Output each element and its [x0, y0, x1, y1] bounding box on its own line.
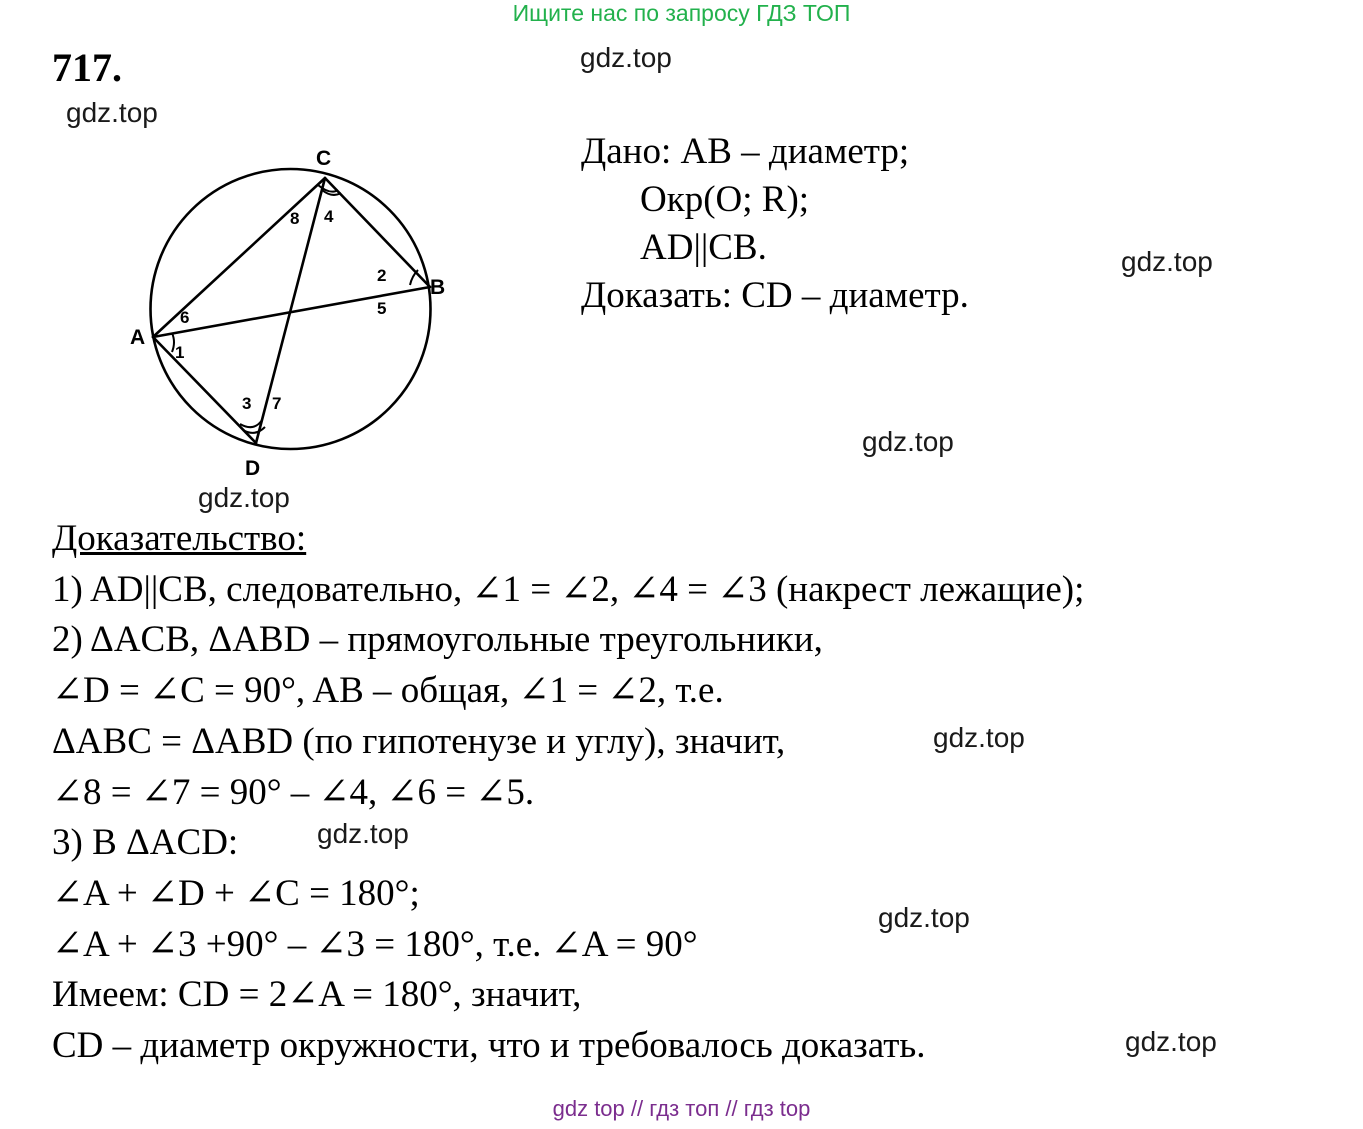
- watermark: gdz.top: [317, 818, 409, 849]
- given-line: Дано: AB – диаметр;: [581, 131, 910, 172]
- proof-line: ∠A + ∠D + ∠C = 180°;: [52, 872, 420, 914]
- proof-line: 2) ΔACB, ΔABD – прямоугольные треугольники,: [52, 619, 823, 661]
- watermark: gdz.top: [1121, 246, 1213, 277]
- proof-line: ∠D = ∠C = 90°, AB – общая, ∠1 = ∠2, т.е.: [52, 670, 724, 712]
- given-line: AD||CB.: [640, 227, 767, 268]
- segment-ac: [153, 178, 325, 337]
- proof-line: ∠8 = ∠7 = 90° – ∠4, ∠6 = ∠5.: [52, 771, 535, 813]
- watermark: gdz.top: [1125, 1026, 1217, 1057]
- watermark: gdz.top: [933, 722, 1025, 753]
- watermark: gdz.top: [580, 42, 672, 73]
- proof-line: 1) AD||CB, следовательно, ∠1 = ∠2, ∠4 = ∠3 (накрест лежащие);: [52, 568, 1085, 610]
- watermark: gdz.top: [878, 902, 970, 933]
- proof-line: CD – диаметр окружности, что и требовалось доказать.: [52, 1025, 926, 1067]
- angle-label-1: 1: [175, 343, 185, 362]
- segment-ad: [153, 337, 256, 443]
- vertex-label-b: B: [430, 276, 446, 299]
- angle-label-2: 2: [377, 266, 387, 285]
- angle-label-5: 5: [377, 299, 387, 318]
- proof-line: Имеем: CD = 2∠A = 180°, значит,: [52, 974, 582, 1016]
- angle-label-8: 8: [290, 209, 300, 228]
- proof-line: ΔABC = ΔABD (по гипотенузе и углу), значит,: [52, 720, 786, 762]
- angle-label-6: 6: [180, 308, 190, 327]
- angle-label-7: 7: [272, 394, 282, 413]
- angle-label-3: 3: [242, 394, 252, 413]
- vertex-label-c: C: [316, 147, 332, 170]
- angle-arc-d: [243, 427, 265, 433]
- segment-ab: [153, 287, 430, 337]
- proof-heading: Доказательство:: [52, 518, 307, 559]
- proof-line: ∠A + ∠3 +90° – ∠3 = 180°, т.е. ∠A = 90°: [52, 923, 698, 965]
- watermark: gdz.top: [862, 426, 954, 457]
- footer-links: gdz top // гдз топ // гдз top: [552, 1096, 811, 1121]
- to-prove-line: Доказать: CD – диаметр.: [581, 275, 969, 316]
- angle-arc-d: [240, 420, 262, 427]
- circle-diagram: [0, 0, 470, 500]
- angle-label-4: 4: [324, 207, 334, 226]
- top-banner: Ищите нас по запросу ГДЗ ТОП: [512, 0, 851, 26]
- angle-arc-a: [172, 333, 174, 352]
- watermark: gdz.top: [66, 97, 158, 128]
- proof-line: 3) В ΔACD:: [52, 822, 239, 864]
- proof-block: [52, 514, 1084, 1072]
- watermark: gdz.top: [198, 482, 290, 513]
- vertex-label-a: A: [130, 326, 146, 349]
- vertex-label-d: D: [245, 457, 261, 480]
- given-line: Окр(O; R);: [640, 179, 810, 220]
- problem-number: 717.: [52, 45, 122, 90]
